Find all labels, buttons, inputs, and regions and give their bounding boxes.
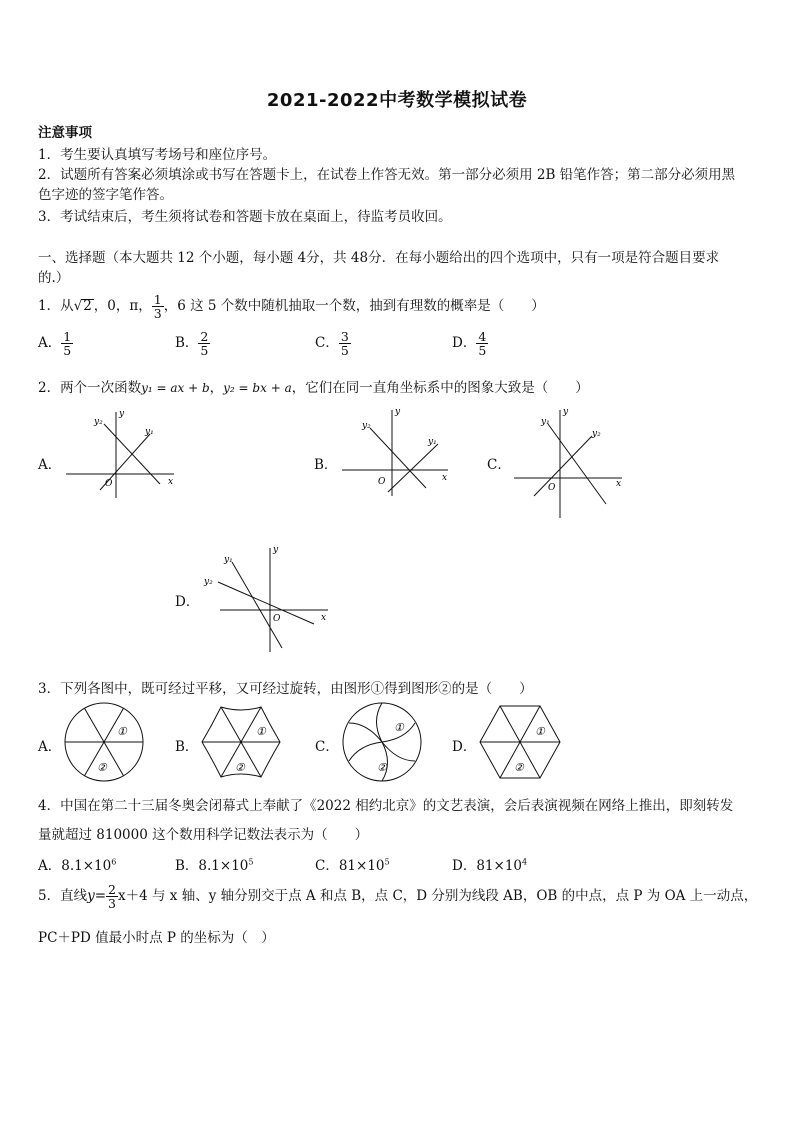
q2-function-2: y₂ = bx + a: [223, 381, 292, 395]
origin-label: O: [105, 479, 113, 489]
notice-heading: 注意事项: [38, 125, 92, 141]
q3-option-a-label[interactable]: A．: [38, 739, 62, 755]
q2-option-b-label[interactable]: B．: [314, 457, 338, 473]
sqrt-symbol: √: [73, 298, 83, 314]
svg-text:x: x: [616, 479, 622, 489]
axis-y-label: y: [119, 409, 125, 419]
q1-option-d[interactable]: D． $\frac{4}{5}$: [452, 329, 487, 358]
section-1-line-1: 一、选择题（本大题共 12 个小题，每小题 4分，共 48分．在每小题给出的四个选项中，只有一项是符合题目要求: [38, 250, 720, 266]
svg-text:y₁: y₁: [541, 417, 550, 427]
svg-text:①: ①: [535, 725, 545, 738]
q1-option-b[interactable]: B． $\frac{2}{5}$: [175, 329, 209, 358]
q2-function-1: y₁ = ax + b: [141, 381, 210, 395]
q2-graph-b[interactable]: [338, 404, 458, 504]
svg-text:x: x: [321, 613, 327, 623]
y2-label: y₂: [94, 417, 103, 427]
question-4-line-1: 4．中国在第二十三届冬奥会闭幕式上奉献了《2022 相约北京》的文艺表演，会后表演视频在网络上推出，即刻转发: [38, 798, 734, 814]
notice-line-3: 3．考试结束后，考生须将试卷和答题卡放在桌面上，待监考员收回。: [38, 209, 452, 225]
notice-line-2a: 2．试题所有答案必须填涂或书写在答题卡上，在试卷上作答无效。第一部分必须用 2B 铅笔作答；第二部分必须用黑: [38, 167, 736, 183]
svg-text:①: ①: [117, 725, 127, 738]
q2-option-c-label[interactable]: C．: [487, 457, 511, 473]
question-5-line-1: 5．直线y= $\frac{2}{3}$ x＋4 与 x 轴、y 轴分别交于点 A 和点 B，点 C，D 分别为线段 AB，OB 的中点，点 P 为 OA 上一动点，: [38, 882, 758, 911]
q3-option-d-label[interactable]: D．: [452, 739, 477, 755]
q2-graph-d[interactable]: [198, 544, 334, 654]
page-title: 2021-2022中考数学模拟试卷: [266, 90, 528, 111]
q2-option-d-label[interactable]: D．: [175, 594, 200, 610]
question-4-line-2: 量就超过 810000 这个数用科学记数法表示为（ ）: [38, 827, 369, 843]
svg-text:②: ②: [514, 761, 524, 774]
q4-option-a[interactable]: A．$8.1\times 10^6$: [38, 857, 117, 874]
svg-text:y₂: y₂: [204, 577, 213, 587]
svg-text:y₁: y₁: [428, 437, 437, 447]
q3-figure-a[interactable]: [63, 701, 145, 783]
q2-option-a-label[interactable]: A．: [38, 457, 62, 473]
q1-prefix: 1．从: [38, 298, 74, 314]
q1-fraction: $\frac{1}{3}$: [153, 292, 162, 321]
svg-text:x: x: [442, 473, 448, 483]
q4-option-c[interactable]: C．$81\times 10^5$: [315, 857, 390, 874]
svg-text:②: ②: [97, 761, 107, 774]
svg-text:y: y: [395, 407, 401, 417]
notice-line-2b: 色字迹的签字笔作答。: [38, 187, 173, 203]
svg-text:y: y: [563, 407, 569, 417]
q3-figure-c[interactable]: [341, 701, 423, 783]
svg-text:①: ①: [256, 725, 266, 738]
q1-sqrt-value: 2: [83, 298, 92, 314]
q3-figure-d[interactable]: [478, 703, 562, 781]
question-5-line-2: PC＋PD 值最小时点 P 的坐标为（ ）: [38, 930, 275, 946]
q1-option-c[interactable]: C． $\frac{3}{5}$: [315, 329, 349, 358]
section-1-line-2: 的.）: [38, 270, 70, 286]
q1-suffix: ，6 这 5 个数中随机抽取一个数，抽到有理数的概率是（ ）: [163, 298, 545, 314]
svg-text:O: O: [273, 614, 281, 624]
q1-option-a[interactable]: A． $\frac{1}{5}$: [38, 329, 72, 358]
question-2: 2．两个一次函数y₁ = ax + b，y₂ = bx + a，它们在同一直角坐标系中的图象大致是（ ）: [38, 380, 589, 396]
svg-text:①: ①: [394, 721, 404, 734]
notice-line-1: 1．考生要认真填写考场号和座位序号。: [38, 147, 277, 163]
q3-option-c-label[interactable]: C．: [315, 739, 339, 755]
y1-label: y₁: [145, 427, 154, 437]
question-3: 3．下列各图中，既可经过平移，又可经过旋转，由图形①得到图形②的是（ ）: [38, 681, 533, 697]
q2-graph-c[interactable]: [510, 404, 630, 520]
q4-option-d[interactable]: D．$81\times 10^4$: [452, 857, 528, 874]
q3-figure-b[interactable]: [200, 703, 282, 781]
svg-text:②: ②: [235, 761, 245, 774]
svg-text:O: O: [378, 477, 386, 487]
question-1: [38, 293, 545, 320]
svg-text:O: O: [548, 483, 556, 493]
q2-graph-a[interactable]: [60, 402, 180, 502]
svg-text:y: y: [273, 545, 279, 555]
q1-mid: ，0，π，: [93, 298, 152, 314]
q4-option-b[interactable]: B．$8.1\times 10^5$: [175, 857, 254, 874]
q3-option-b-label[interactable]: B．: [175, 739, 199, 755]
svg-text:②: ②: [377, 761, 387, 774]
svg-text:y₂: y₂: [362, 421, 371, 431]
axis-x-label: x: [168, 477, 174, 487]
svg-text:y₂: y₂: [592, 429, 601, 439]
q5-fraction: $\frac{2}{3}$: [108, 882, 116, 911]
svg-text:y₁: y₁: [224, 555, 233, 565]
